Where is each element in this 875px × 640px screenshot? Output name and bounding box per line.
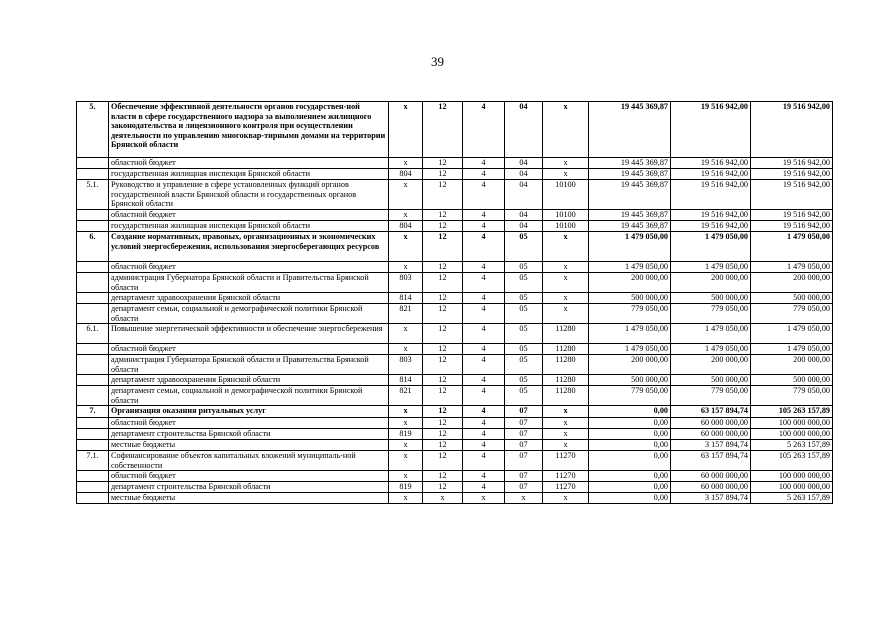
- cell-subprogram: 07: [505, 482, 543, 493]
- cell-amount-2: 60 000 000,00: [671, 429, 751, 440]
- cell-amount-1: 1 479 050,00: [589, 232, 671, 262]
- cell-amount-2: 3 157 894,74: [671, 493, 751, 504]
- table-row: [77, 102, 833, 158]
- row-name: государственная жилищная инспекция Брянской области: [109, 169, 389, 180]
- cell-amount-3: 500 000,00: [751, 293, 833, 304]
- cell-code-4: 4: [463, 232, 505, 262]
- cell-code-12: 12: [423, 169, 463, 180]
- cell-direction-code: 11280: [543, 386, 589, 406]
- cell-code-4: 4: [463, 344, 505, 355]
- cell-code-12: 12: [423, 232, 463, 262]
- cell-amount-2: 1 479 050,00: [671, 232, 751, 262]
- cell-code-4: 4: [463, 304, 505, 324]
- cell-direction-code: х: [543, 232, 589, 262]
- cell-grbs: 803: [389, 355, 423, 375]
- cell-direction-code: 11280: [543, 324, 589, 344]
- cell-subprogram: 05: [505, 304, 543, 324]
- row-name: департамент строительства Брянской области: [109, 429, 389, 440]
- row-number: [77, 304, 109, 324]
- cell-code-4: 4: [463, 169, 505, 180]
- cell-amount-2: 19 516 942,00: [671, 158, 751, 169]
- cell-amount-3: 1 479 050,00: [751, 324, 833, 344]
- cell-amount-2: 500 000,00: [671, 375, 751, 386]
- cell-amount-2: 63 157 894,74: [671, 451, 751, 471]
- cell-amount-3: 19 516 942,00: [751, 102, 833, 158]
- cell-code-12: 12: [423, 210, 463, 221]
- row-number: [77, 440, 109, 451]
- cell-subprogram: 07: [505, 440, 543, 451]
- table-row: [77, 232, 833, 262]
- table-row: [77, 406, 833, 418]
- cell-amount-1: 19 445 369,87: [589, 158, 671, 169]
- cell-amount-3: 5 263 157,89: [751, 440, 833, 451]
- cell-subprogram: х: [505, 493, 543, 504]
- cell-code-4: 4: [463, 355, 505, 375]
- cell-code-12: 12: [423, 344, 463, 355]
- cell-grbs: 821: [389, 386, 423, 406]
- cell-subprogram: 04: [505, 221, 543, 232]
- cell-code-12: 12: [423, 375, 463, 386]
- table-row: [77, 440, 833, 451]
- row-name: местные бюджеты: [109, 493, 389, 504]
- cell-amount-3: 100 000 000,00: [751, 482, 833, 493]
- cell-amount-3: 19 516 942,00: [751, 210, 833, 221]
- cell-code-4: 4: [463, 429, 505, 440]
- cell-grbs: х: [389, 232, 423, 262]
- row-number: [77, 158, 109, 169]
- cell-code-4: 4: [463, 102, 505, 158]
- row-name: Повышение энергетической эффективности и обеспечение энергосбережения: [109, 324, 389, 344]
- cell-amount-3: 200 000,00: [751, 273, 833, 293]
- cell-code-12: 12: [423, 262, 463, 273]
- cell-code-4: 4: [463, 273, 505, 293]
- row-name: государственная жилищная инспекция Брянской области: [109, 221, 389, 232]
- cell-subprogram: 04: [505, 180, 543, 210]
- cell-code-4: 4: [463, 482, 505, 493]
- cell-code-12: 12: [423, 273, 463, 293]
- cell-subprogram: 05: [505, 324, 543, 344]
- cell-amount-3: 19 516 942,00: [751, 158, 833, 169]
- cell-code-12: 12: [423, 102, 463, 158]
- cell-grbs: 821: [389, 304, 423, 324]
- row-number: 5.1.: [77, 180, 109, 210]
- cell-grbs: х: [389, 471, 423, 482]
- cell-direction-code: х: [543, 493, 589, 504]
- row-number: [77, 221, 109, 232]
- table-row: [77, 180, 833, 210]
- cell-grbs: 804: [389, 169, 423, 180]
- table-row: [77, 355, 833, 375]
- row-number: [77, 482, 109, 493]
- table-row: [77, 293, 833, 304]
- cell-subprogram: 07: [505, 406, 543, 418]
- cell-amount-2: 3 157 894,74: [671, 440, 751, 451]
- cell-grbs: 819: [389, 429, 423, 440]
- table-row: [77, 418, 833, 429]
- row-name: Руководство и управление в сфере установленных функций органов государственной власти Брянской области и государственных органов Брянской области: [109, 180, 389, 210]
- cell-amount-1: 779 050,00: [589, 304, 671, 324]
- table-row: [77, 429, 833, 440]
- cell-grbs: 803: [389, 273, 423, 293]
- cell-grbs: х: [389, 406, 423, 418]
- row-number: [77, 418, 109, 429]
- cell-amount-3: 105 263 157,89: [751, 451, 833, 471]
- cell-amount-1: 1 479 050,00: [589, 324, 671, 344]
- cell-code-12: 12: [423, 471, 463, 482]
- row-name: областной бюджет: [109, 344, 389, 355]
- cell-code-12: 12: [423, 221, 463, 232]
- cell-subprogram: 04: [505, 210, 543, 221]
- cell-direction-code: х: [543, 169, 589, 180]
- row-number: [77, 210, 109, 221]
- cell-direction-code: х: [543, 304, 589, 324]
- cell-subprogram: 05: [505, 232, 543, 262]
- row-number: [77, 375, 109, 386]
- cell-code-12: 12: [423, 440, 463, 451]
- row-name: департамент семьи, социальной и демографической политики Брянской области: [109, 386, 389, 406]
- table-row: [77, 324, 833, 344]
- cell-amount-1: 19 445 369,87: [589, 221, 671, 232]
- table-row: [77, 493, 833, 504]
- cell-amount-2: 63 157 894,74: [671, 406, 751, 418]
- cell-code-4: 4: [463, 406, 505, 418]
- row-name: местные бюджеты: [109, 440, 389, 451]
- cell-amount-2: 19 516 942,00: [671, 180, 751, 210]
- cell-direction-code: 10100: [543, 210, 589, 221]
- cell-direction-code: 11280: [543, 375, 589, 386]
- row-name: департамент строительства Брянской области: [109, 482, 389, 493]
- cell-amount-3: 19 516 942,00: [751, 169, 833, 180]
- cell-direction-code: х: [543, 102, 589, 158]
- cell-grbs: 819: [389, 482, 423, 493]
- row-number: [77, 355, 109, 375]
- cell-amount-1: 0,00: [589, 440, 671, 451]
- cell-amount-3: 100 000 000,00: [751, 418, 833, 429]
- table-row: [77, 221, 833, 232]
- table-row: [77, 386, 833, 406]
- cell-amount-2: 60 000 000,00: [671, 418, 751, 429]
- cell-amount-1: 0,00: [589, 418, 671, 429]
- row-name: областной бюджет: [109, 471, 389, 482]
- cell-amount-3: 100 000 000,00: [751, 471, 833, 482]
- cell-subprogram: 07: [505, 418, 543, 429]
- cell-code-12: 12: [423, 482, 463, 493]
- row-name: департамент семьи, социальной и демографической политики Брянской области: [109, 304, 389, 324]
- cell-amount-2: 19 516 942,00: [671, 221, 751, 232]
- table-row: [77, 158, 833, 169]
- table-row: [77, 262, 833, 273]
- cell-amount-2: 60 000 000,00: [671, 471, 751, 482]
- table-row: [77, 304, 833, 324]
- cell-code-4: 4: [463, 440, 505, 451]
- row-name: департамент здравоохранения Брянской области: [109, 293, 389, 304]
- cell-amount-3: 19 516 942,00: [751, 180, 833, 210]
- table-row: [77, 273, 833, 293]
- cell-code-12: 12: [423, 355, 463, 375]
- cell-code-4: 4: [463, 293, 505, 304]
- row-name: областной бюджет: [109, 210, 389, 221]
- cell-direction-code: х: [543, 293, 589, 304]
- page-number: 39: [431, 54, 444, 69]
- cell-grbs: х: [389, 451, 423, 471]
- cell-amount-2: 500 000,00: [671, 293, 751, 304]
- cell-code-12: 12: [423, 386, 463, 406]
- row-name: администрация Губернатора Брянской области и Правительства Брянской области: [109, 355, 389, 375]
- cell-direction-code: х: [543, 262, 589, 273]
- cell-grbs: 814: [389, 293, 423, 304]
- cell-amount-3: 105 263 157,89: [751, 406, 833, 418]
- cell-subprogram: 04: [505, 102, 543, 158]
- cell-code-4: 4: [463, 451, 505, 471]
- cell-grbs: х: [389, 102, 423, 158]
- cell-code-12: 12: [423, 293, 463, 304]
- cell-code-12: х: [423, 493, 463, 504]
- cell-grbs: 804: [389, 221, 423, 232]
- row-number: [77, 169, 109, 180]
- cell-amount-1: 19 445 369,87: [589, 102, 671, 158]
- row-name: Обеспечение эффективной деятельности органов государствен-ной власти в сфере государственного надзора за выполнением жилищного законодательства и лицензионного контроля при осуществлении деятельности по управлению многоквар-тирными домами на территории Брянской области: [109, 102, 389, 158]
- cell-code-4: 4: [463, 386, 505, 406]
- cell-direction-code: х: [543, 418, 589, 429]
- row-number: [77, 471, 109, 482]
- budget-table: [76, 101, 833, 504]
- cell-amount-3: 19 516 942,00: [751, 221, 833, 232]
- row-number: [77, 273, 109, 293]
- cell-amount-1: 500 000,00: [589, 293, 671, 304]
- cell-code-4: 4: [463, 210, 505, 221]
- cell-amount-2: 1 479 050,00: [671, 344, 751, 355]
- cell-code-4: 4: [463, 158, 505, 169]
- cell-subprogram: 05: [505, 273, 543, 293]
- row-number: 7.: [77, 406, 109, 418]
- cell-amount-2: 60 000 000,00: [671, 482, 751, 493]
- cell-amount-3: 1 479 050,00: [751, 262, 833, 273]
- row-number: 7.1.: [77, 451, 109, 471]
- cell-amount-2: 19 516 942,00: [671, 102, 751, 158]
- cell-amount-1: 0,00: [589, 471, 671, 482]
- cell-code-4: 4: [463, 221, 505, 232]
- cell-amount-2: 19 516 942,00: [671, 169, 751, 180]
- cell-code-12: 12: [423, 429, 463, 440]
- cell-code-12: 12: [423, 324, 463, 344]
- cell-grbs: 814: [389, 375, 423, 386]
- cell-amount-2: 779 050,00: [671, 386, 751, 406]
- cell-grbs: х: [389, 493, 423, 504]
- cell-amount-3: 500 000,00: [751, 375, 833, 386]
- cell-code-4: 4: [463, 375, 505, 386]
- cell-amount-2: 200 000,00: [671, 273, 751, 293]
- cell-subprogram: 05: [505, 386, 543, 406]
- table-row: [77, 344, 833, 355]
- cell-amount-1: 200 000,00: [589, 273, 671, 293]
- row-name: администрация Губернатора Брянской области и Правительства Брянской области: [109, 273, 389, 293]
- cell-amount-3: 100 000 000,00: [751, 429, 833, 440]
- cell-amount-3: 779 050,00: [751, 386, 833, 406]
- row-number: 6.1.: [77, 324, 109, 344]
- row-number: [77, 429, 109, 440]
- table-row: [77, 210, 833, 221]
- cell-amount-1: 1 479 050,00: [589, 262, 671, 273]
- cell-amount-1: 500 000,00: [589, 375, 671, 386]
- cell-amount-1: 19 445 369,87: [589, 180, 671, 210]
- cell-direction-code: 11270: [543, 451, 589, 471]
- row-number: [77, 386, 109, 406]
- row-name: Организация оказания ритуальных услуг: [109, 406, 389, 418]
- row-number: 5.: [77, 102, 109, 158]
- cell-code-4: 4: [463, 324, 505, 344]
- cell-code-4: 4: [463, 180, 505, 210]
- row-number: [77, 493, 109, 504]
- table-row: [77, 471, 833, 482]
- cell-direction-code: 11270: [543, 471, 589, 482]
- cell-grbs: х: [389, 344, 423, 355]
- cell-grbs: х: [389, 210, 423, 221]
- table-row: [77, 169, 833, 180]
- row-name: департамент здравоохранения Брянской области: [109, 375, 389, 386]
- cell-amount-1: 0,00: [589, 482, 671, 493]
- cell-code-12: 12: [423, 304, 463, 324]
- cell-code-4: 4: [463, 262, 505, 273]
- cell-subprogram: 07: [505, 471, 543, 482]
- cell-amount-1: 779 050,00: [589, 386, 671, 406]
- cell-direction-code: х: [543, 440, 589, 451]
- cell-subprogram: 05: [505, 262, 543, 273]
- cell-direction-code: 10100: [543, 180, 589, 210]
- cell-amount-3: 5 263 157,89: [751, 493, 833, 504]
- cell-direction-code: 11280: [543, 355, 589, 375]
- cell-subprogram: 05: [505, 355, 543, 375]
- cell-amount-1: 0,00: [589, 406, 671, 418]
- cell-code-12: 12: [423, 418, 463, 429]
- cell-subprogram: 04: [505, 158, 543, 169]
- cell-code-4: 4: [463, 418, 505, 429]
- cell-amount-2: 1 479 050,00: [671, 262, 751, 273]
- cell-amount-1: 200 000,00: [589, 355, 671, 375]
- cell-amount-2: 1 479 050,00: [671, 324, 751, 344]
- row-name: Создание нормативных, правовых, организационных и экономических условий энергосбережения, использования энергосберегающих ресурсов: [109, 232, 389, 262]
- cell-direction-code: х: [543, 273, 589, 293]
- cell-code-12: 12: [423, 406, 463, 418]
- cell-direction-code: х: [543, 158, 589, 169]
- row-name: областной бюджет: [109, 158, 389, 169]
- row-number: [77, 293, 109, 304]
- cell-grbs: х: [389, 158, 423, 169]
- cell-direction-code: х: [543, 406, 589, 418]
- cell-code-12: 12: [423, 180, 463, 210]
- row-name: Софинансирование объектов капитальных вложений муниципаль-ной собственности: [109, 451, 389, 471]
- cell-grbs: х: [389, 418, 423, 429]
- cell-amount-1: 0,00: [589, 429, 671, 440]
- cell-direction-code: 10100: [543, 221, 589, 232]
- cell-amount-3: 1 479 050,00: [751, 344, 833, 355]
- row-number: [77, 262, 109, 273]
- cell-subprogram: 05: [505, 293, 543, 304]
- cell-direction-code: 11270: [543, 482, 589, 493]
- cell-amount-2: 200 000,00: [671, 355, 751, 375]
- cell-amount-2: 19 516 942,00: [671, 210, 751, 221]
- cell-subprogram: 05: [505, 344, 543, 355]
- cell-code-12: 12: [423, 451, 463, 471]
- cell-grbs: х: [389, 180, 423, 210]
- row-name: областной бюджет: [109, 418, 389, 429]
- cell-grbs: х: [389, 324, 423, 344]
- table-row: [77, 375, 833, 386]
- cell-subprogram: 05: [505, 375, 543, 386]
- table-row: [77, 451, 833, 471]
- cell-code-12: 12: [423, 158, 463, 169]
- cell-amount-3: 779 050,00: [751, 304, 833, 324]
- cell-amount-3: 200 000,00: [751, 355, 833, 375]
- cell-subprogram: 04: [505, 169, 543, 180]
- cell-grbs: х: [389, 440, 423, 451]
- cell-amount-1: 0,00: [589, 493, 671, 504]
- cell-direction-code: х: [543, 429, 589, 440]
- cell-amount-1: 0,00: [589, 451, 671, 471]
- row-number: [77, 344, 109, 355]
- cell-amount-3: 1 479 050,00: [751, 232, 833, 262]
- table-row: [77, 482, 833, 493]
- cell-subprogram: 07: [505, 429, 543, 440]
- cell-amount-1: 19 445 369,87: [589, 210, 671, 221]
- row-name: областной бюджет: [109, 262, 389, 273]
- cell-subprogram: 07: [505, 451, 543, 471]
- cell-grbs: х: [389, 262, 423, 273]
- row-number: 6.: [77, 232, 109, 262]
- cell-direction-code: 11280: [543, 344, 589, 355]
- cell-amount-2: 779 050,00: [671, 304, 751, 324]
- cell-code-4: 4: [463, 471, 505, 482]
- cell-amount-1: 1 479 050,00: [589, 344, 671, 355]
- cell-code-4: х: [463, 493, 505, 504]
- cell-amount-1: 19 445 369,87: [589, 169, 671, 180]
